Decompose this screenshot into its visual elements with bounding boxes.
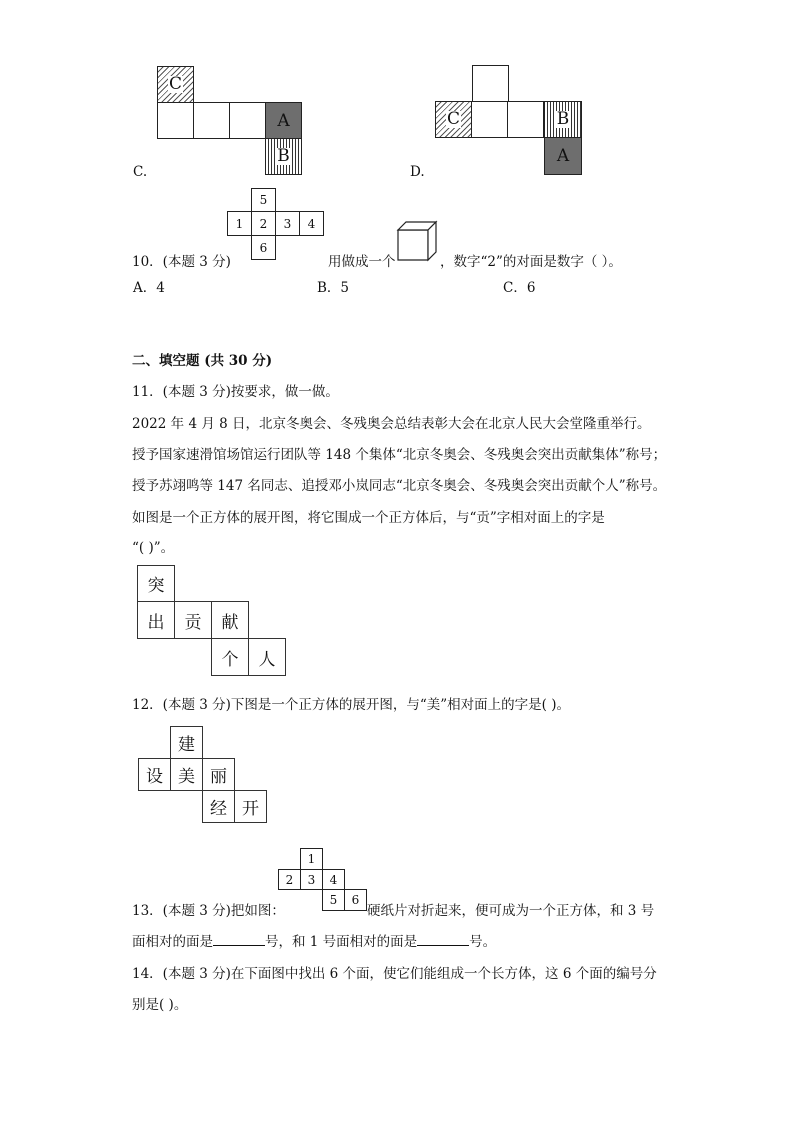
q11-line: 2022 年 4 月 8 日，北京冬奥会、冬残奥会总结表彰大会在北京人民大会堂隆重举行。 xyxy=(132,416,651,432)
net-d-square-c xyxy=(435,101,472,138)
q10-net-cell: 5 xyxy=(251,188,276,212)
section-heading: 二、填空题 (共 30 分) xyxy=(132,353,273,369)
net-c-square-a xyxy=(265,102,302,139)
q11-line: 如图是一个正方体的展开图，将它围成一个正方体后，与“贡”字相对面上的字是 xyxy=(132,510,605,526)
q13-text: 号，和 1 号面相对的面是 xyxy=(265,934,418,950)
q14-line: 14．(本题 3 分)在下面图中找出 6 个面，使它们能组成一个长方体，这 6 个面的编号分 xyxy=(132,966,657,982)
q11-line: 11．(本题 3 分)按要求，做一做。 xyxy=(132,384,339,400)
q10-option-b: B．5 xyxy=(317,280,350,296)
q13-net-cell: 1 xyxy=(300,848,323,870)
q13-net-cell: 5 xyxy=(322,889,345,911)
q13-prefix: 13．(本题 3 分)把如图： xyxy=(132,903,285,919)
q10-net-cell: 6 xyxy=(251,235,276,260)
net-c-label-c: C xyxy=(168,74,182,94)
q12-net-cell: 丽 xyxy=(202,758,235,791)
net-c-square xyxy=(193,102,230,139)
q10-option-a: A．4 xyxy=(133,280,165,296)
net-d-square xyxy=(507,101,544,138)
net-d-label-a: A xyxy=(556,146,570,166)
net-c-label-a: A xyxy=(277,110,290,131)
q10-suffix: ，数字“2”的对面是数字（ ）。 xyxy=(440,254,622,270)
q11-net-cell: 人 xyxy=(248,638,286,676)
q11-net-cell: 献 xyxy=(211,601,249,639)
net-c-square-c xyxy=(157,66,194,103)
q13-text: 号。 xyxy=(469,934,497,950)
net-d-label-b: B xyxy=(556,109,570,129)
q10-net-cell: 1 xyxy=(227,211,252,236)
net-d-label-c: C xyxy=(446,109,460,129)
net-c-square xyxy=(157,102,194,139)
q13-line2 xyxy=(132,930,496,950)
q13-net-cell: 6 xyxy=(344,889,367,911)
q10-net-cell: 3 xyxy=(275,211,300,236)
net-c-square xyxy=(229,102,266,139)
q10-mid: 用做成一个 xyxy=(328,254,396,270)
q11-net-cell: 个 xyxy=(211,638,249,676)
q13-suffix: 硬纸片对折起来，便可成为一个正方体，和 3 号 xyxy=(367,903,655,919)
q13-net-cell: 3 xyxy=(300,869,323,890)
net-d-square xyxy=(472,65,509,102)
net-d-square-b xyxy=(544,101,582,138)
q13-net-cell: 4 xyxy=(322,869,345,890)
net-c-square-b xyxy=(265,138,302,175)
q10-option-c: C．6 xyxy=(503,280,536,296)
q10-net-cell: 4 xyxy=(299,211,324,236)
answer-blank[interactable] xyxy=(213,933,265,946)
q12-net-cell: 建 xyxy=(170,726,203,759)
q12-net-cell: 开 xyxy=(234,790,267,823)
net-c-label-b: B xyxy=(277,146,290,166)
net-d-square xyxy=(471,101,508,138)
q13-net-cell: 2 xyxy=(278,869,301,890)
q11-line: “( )”。 xyxy=(132,540,175,556)
q11-net-cell: 突 xyxy=(137,565,175,602)
q12-line: 12．(本题 3 分)下图是一个正方体的展开图，与“美”相对面上的字是( )。 xyxy=(132,697,571,713)
option-c-label: C. xyxy=(133,164,148,180)
q10-prefix: 10．(本题 3 分) xyxy=(132,254,231,270)
cube-icon xyxy=(396,220,440,262)
q12-net-cell: 经 xyxy=(202,790,235,823)
net-d-square-a xyxy=(544,137,582,175)
q11-line: 授予国家速滑馆场馆运行团队等 148 个集体“北京冬奥会、冬残奥会突出贡献集体”称号； xyxy=(132,447,667,463)
q11-line: 授予苏翊鸣等 147 名同志、追授邓小岚同志“北京冬奥会、冬残奥会突出贡献个人”称号。 xyxy=(132,478,667,494)
q11-net-cell: 贡 xyxy=(174,601,212,639)
q10-net-cell: 2 xyxy=(251,211,276,236)
q12-net-cell: 美 xyxy=(170,758,203,791)
q13-text: 面相对的面是 xyxy=(132,934,213,950)
q11-net-cell: 出 xyxy=(137,601,175,639)
q12-net-cell: 设 xyxy=(138,758,171,791)
answer-blank[interactable] xyxy=(417,933,469,946)
option-d-label: D. xyxy=(410,164,425,180)
q14-line: 别是( )。 xyxy=(132,997,188,1013)
